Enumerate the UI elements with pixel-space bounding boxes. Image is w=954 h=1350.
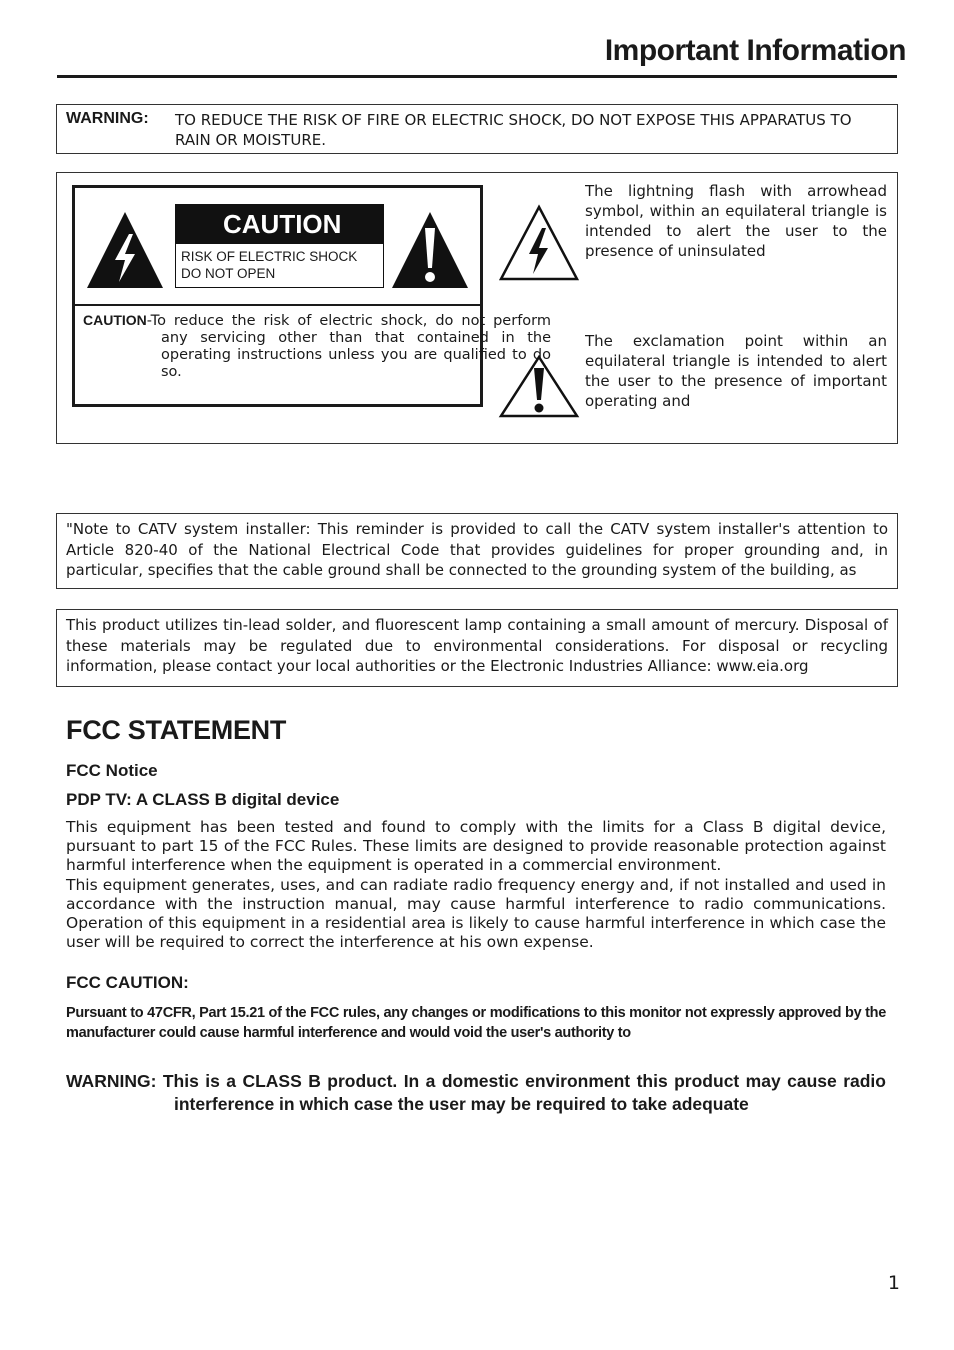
exclamation-symbol-text: The exclamation point within an equilateral triangle is intended to alert the user to the presence of important operating and bbox=[585, 332, 887, 410]
fcc-body-paragraph-1: This equipment has been tested and found to comply with the limits for a Class B digital device, pursuant to part 15 of the FCC Rules. These limits are designed to provide reasonable protection against harmful interference when the equipment is operated in a commercial environment. bbox=[66, 818, 886, 875]
caution-paragraph bbox=[83, 312, 551, 381]
exclamation-warning-icon bbox=[390, 210, 470, 290]
fcc-notice-heading: FCC Notice bbox=[66, 761, 158, 780]
class-b-warning: WARNING: This is a CLASS B product. In a domestic environment this product may cause radio interference in which case the user may be required to take adequate bbox=[66, 1071, 886, 1114]
catv-note-text: "Note to CATV system installer: This reminder is provided to call the CATV system installer's attention to Article 820-40 of the National Electrical Code that provides guidelines for proper grounding and, in particular, specifies that the cable ground shall be connected to the grounding system of the building, as bbox=[66, 520, 888, 579]
lightning-warning-icon bbox=[85, 210, 165, 290]
caution-para-label: CAUTION bbox=[83, 312, 147, 328]
mercury-note-text: This product utilizes tin-lead solder, and fluorescent lamp containing a small amount of mercury. Disposal of these materials may be regulated due to environmental considerations. For disposal or recycling information, please contact your local authorities or the Electronic Industries Alliance: www.eia.org bbox=[66, 616, 888, 675]
fcc-statement-title: FCC STATEMENT bbox=[66, 715, 287, 745]
lightning-symbol-icon bbox=[498, 204, 580, 282]
warning-box bbox=[56, 104, 898, 154]
mercury-note-box bbox=[56, 609, 898, 687]
caution-para-text: -To reduce the risk of electric shock, do not perform any servicing other than that contained in the operating instructions unless you are qualified to do so. bbox=[146, 313, 551, 380]
device-class-heading: PDP TV: A CLASS B digital device bbox=[66, 790, 340, 809]
catv-note-box bbox=[56, 513, 898, 589]
page-number: 1 bbox=[887, 1272, 900, 1294]
caution-label bbox=[72, 185, 551, 407]
fcc-caution-heading: FCC CAUTION: bbox=[66, 973, 189, 992]
title-rule bbox=[57, 75, 897, 78]
caution-sub-line2: DO NOT OPEN bbox=[181, 266, 276, 281]
caution-sub-line1: RISK OF ELECTRIC SHOCK bbox=[181, 249, 358, 264]
exclamation-symbol-icon bbox=[498, 354, 580, 418]
fcc-body bbox=[66, 818, 886, 952]
symbols-box bbox=[56, 172, 898, 444]
caution-divider bbox=[75, 304, 480, 306]
lightning-symbol-text: The lightning flash with arrowhead symbol, within an equilateral triangle is intended to alert the user to the presence of uninsulated bbox=[585, 182, 887, 260]
fcc-caution-text: Pursuant to 47CFR, Part 15.21 of the FCC rules, any changes or modifications to this monitor not expressly approved by the manufacturer could cause harmful interference and would void the user's authority to bbox=[66, 1005, 886, 1041]
warning-text: TO REDUCE THE RISK OF FIRE OR ELECTRIC SHOCK, DO NOT EXPOSE THIS APPARATUS TO RAIN OR MOISTURE. bbox=[175, 111, 852, 149]
fcc-body-paragraph-2: This equipment generates, uses, and can radiate radio frequency energy and, if not installed and used in accordance with the instruction manual, may cause harmful interference to radio communications. Operation of this equipment in a residential area is likely to cause harmful interference in which case the user will be required to correct the interference at his own expense. bbox=[66, 875, 886, 952]
caution-banner: CAUTION bbox=[175, 204, 384, 244]
warning-label: WARNING: bbox=[66, 110, 149, 127]
page-title: Important Information bbox=[604, 34, 906, 67]
caution-subtext bbox=[175, 244, 384, 288]
